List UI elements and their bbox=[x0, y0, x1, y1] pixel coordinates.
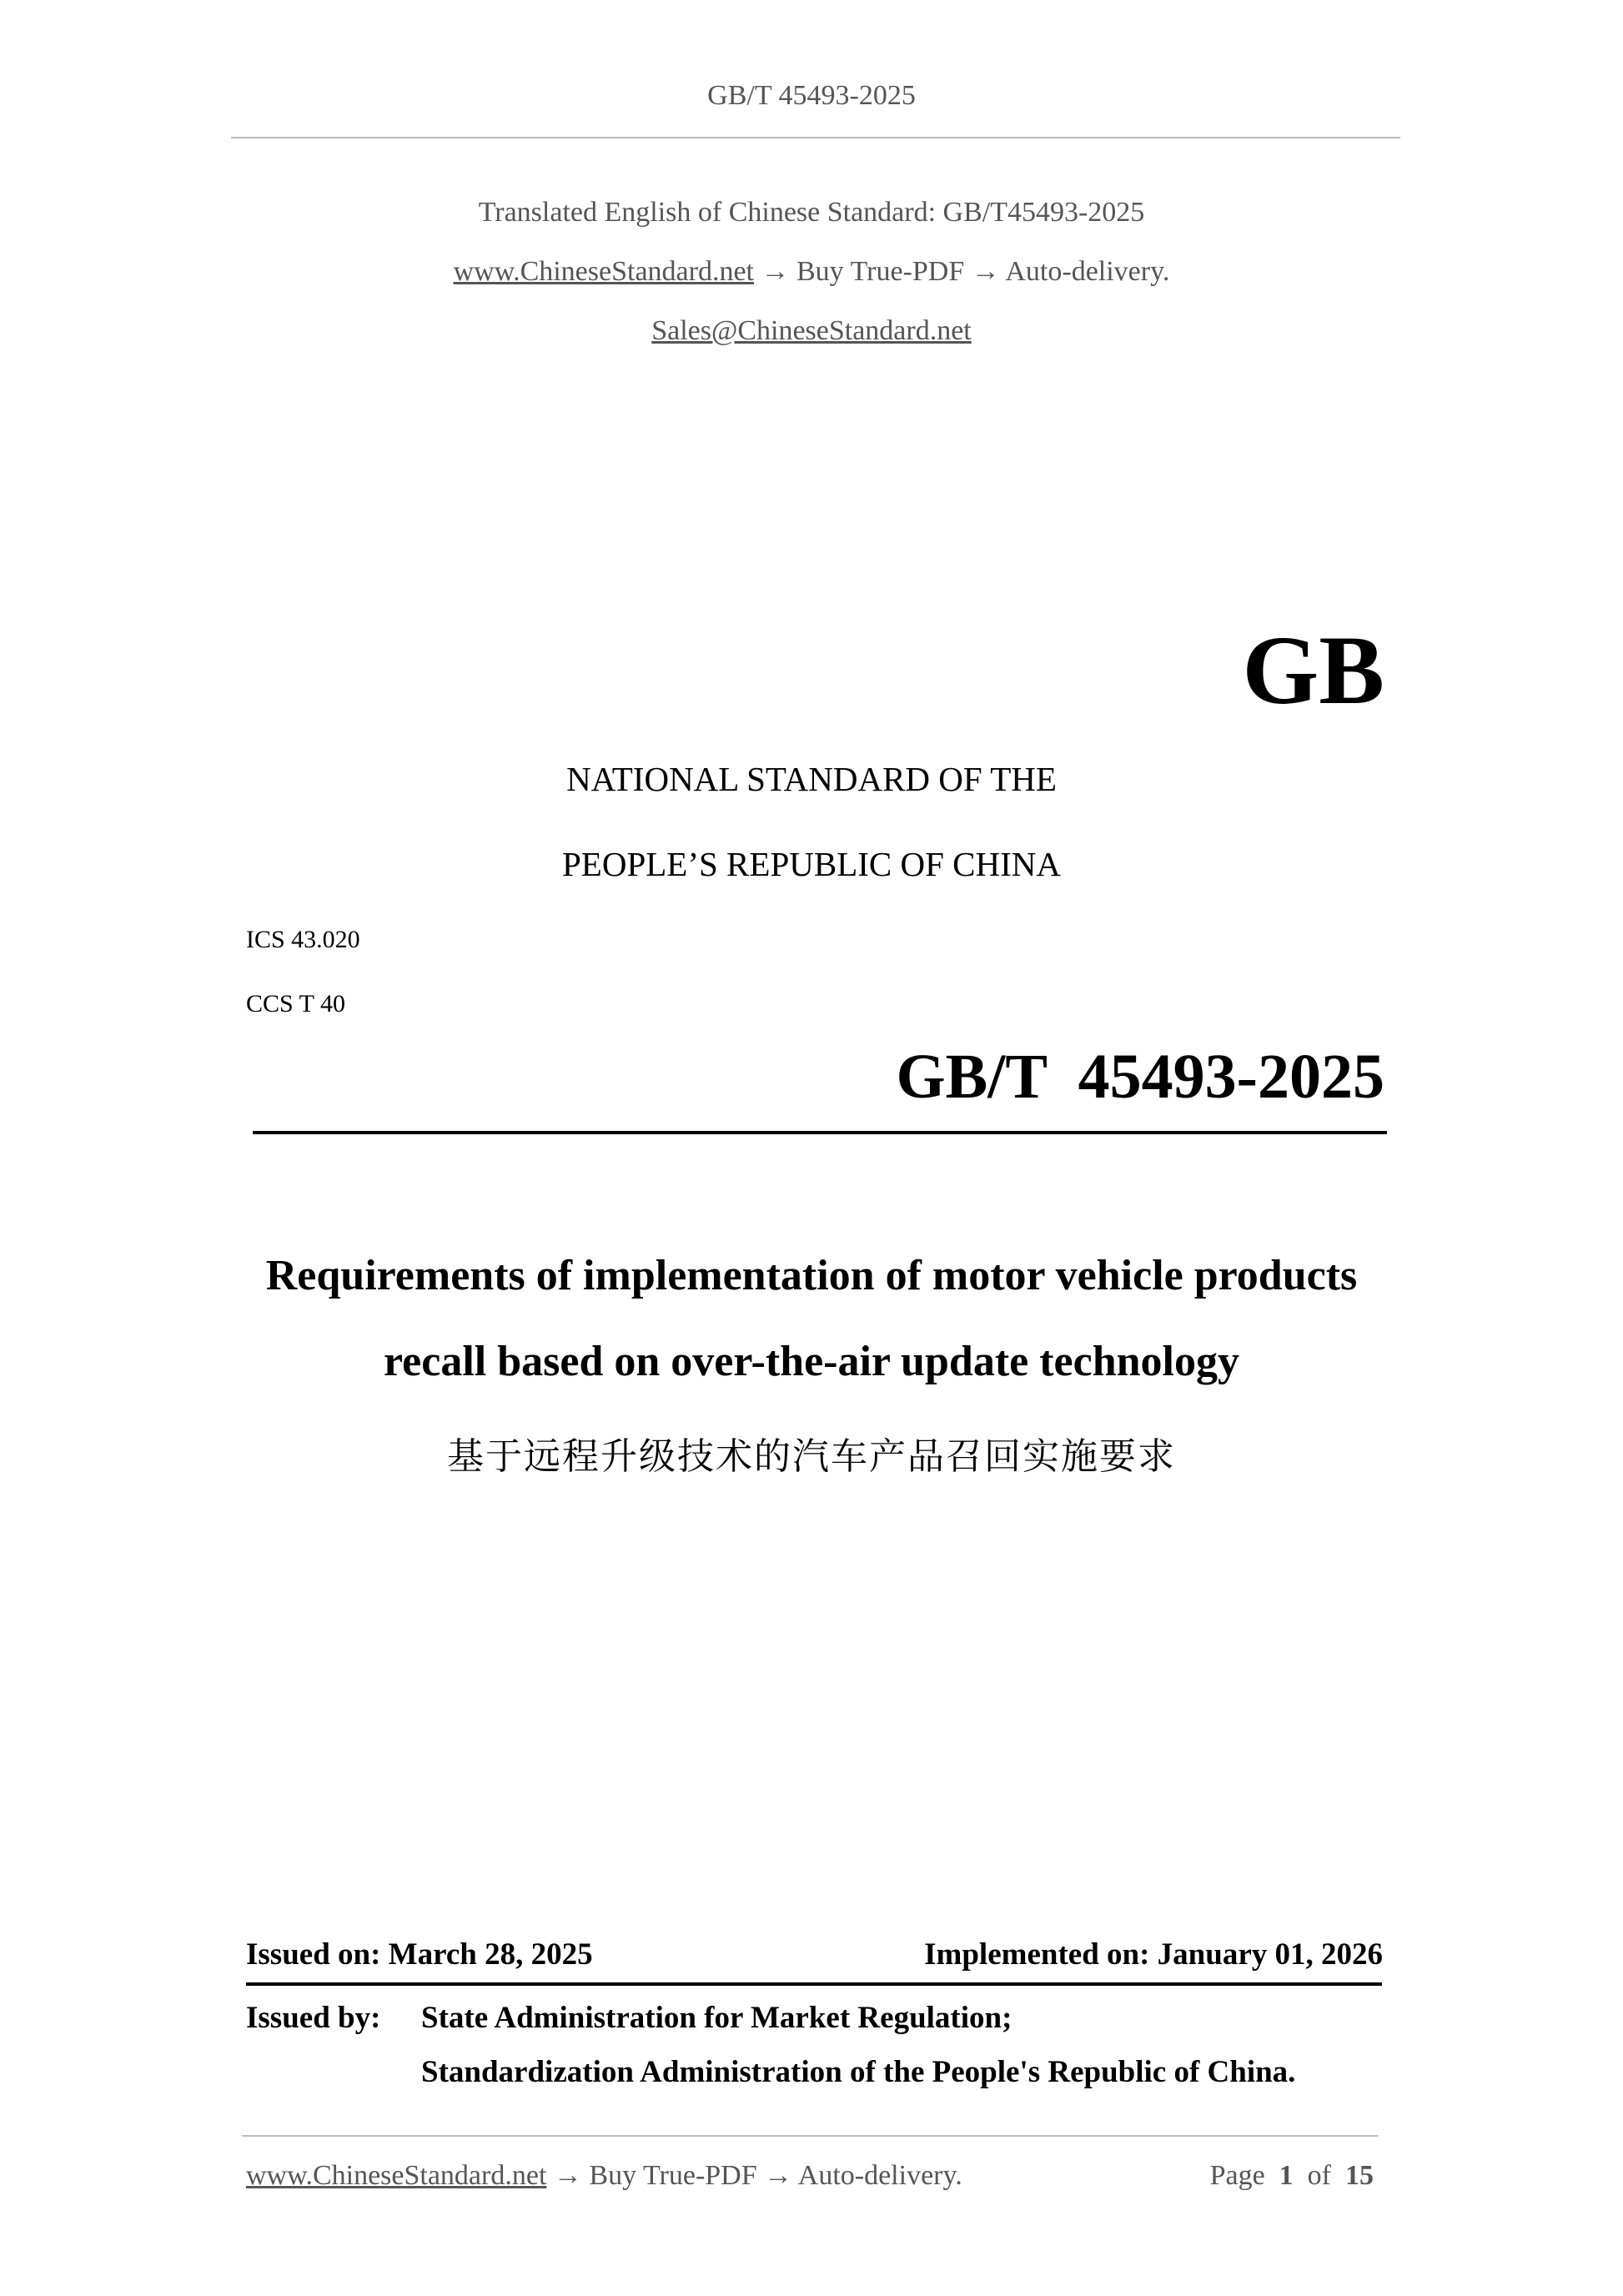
purchase-line bbox=[0, 256, 1623, 288]
national-standard-heading-2: PEOPLE’S REPUBLIC OF CHINA bbox=[562, 845, 1061, 883]
issued-on-date: Issued on: March 28, 2025 bbox=[246, 1937, 593, 1972]
site-link[interactable]: www.ChineseStandard.net bbox=[453, 256, 754, 287]
footer-site-link[interactable]: www.ChineseStandard.net bbox=[246, 2160, 547, 2191]
footer-purchase-line bbox=[246, 2160, 962, 2192]
standard-number-divider bbox=[253, 1131, 1387, 1134]
issuer-samr: State Administration for Market Regulation; bbox=[421, 2001, 1012, 2035]
translated-notice: Translated English of Chinese Standard: GB/T45493-2025 bbox=[478, 197, 1145, 228]
standard-number: GB/T 45493-2025 bbox=[896, 1042, 1384, 1112]
issued-by-label: Issued by: bbox=[246, 2001, 381, 2035]
title-chinese: 基于远程升级技术的汽车产品召回实施要求 bbox=[447, 1435, 1176, 1478]
email-link[interactable]: Sales@ChineseStandard.net bbox=[651, 315, 972, 346]
implemented-on-date: Implemented on: January 01, 2026 bbox=[924, 1937, 1383, 1972]
national-standard-heading: NATIONAL STANDARD OF THE bbox=[566, 760, 1057, 798]
email-line bbox=[0, 315, 1623, 347]
page-current: 1 bbox=[1279, 2160, 1294, 2191]
ccs-code: CCS T 40 bbox=[246, 990, 345, 1017]
title-english-line-2: recall based on over-the-air update technology bbox=[384, 1338, 1239, 1385]
page-of-label: of bbox=[1307, 2160, 1331, 2191]
ics-code: ICS 43.020 bbox=[246, 926, 360, 953]
page-total: 15 bbox=[1345, 2160, 1374, 2191]
page-label: Page bbox=[1209, 2160, 1265, 2191]
gb-logo: GB bbox=[1242, 615, 1384, 725]
buy-text: → Buy True-PDF → Auto-delivery. bbox=[754, 256, 1170, 287]
issuer-sac: Standardization Administration of the People's Republic of China. bbox=[421, 2055, 1296, 2089]
footer-buy-text: → Buy True-PDF → Auto-delivery. bbox=[546, 2160, 962, 2191]
footer-divider bbox=[242, 2135, 1378, 2137]
title-english-line-1: Requirements of implementation of motor vehicle products bbox=[265, 1252, 1358, 1299]
header-divider bbox=[231, 137, 1400, 138]
issue-divider bbox=[246, 1982, 1382, 1986]
page-indicator bbox=[1210, 2160, 1374, 2192]
running-header: GB/T 45493-2025 bbox=[707, 80, 916, 111]
